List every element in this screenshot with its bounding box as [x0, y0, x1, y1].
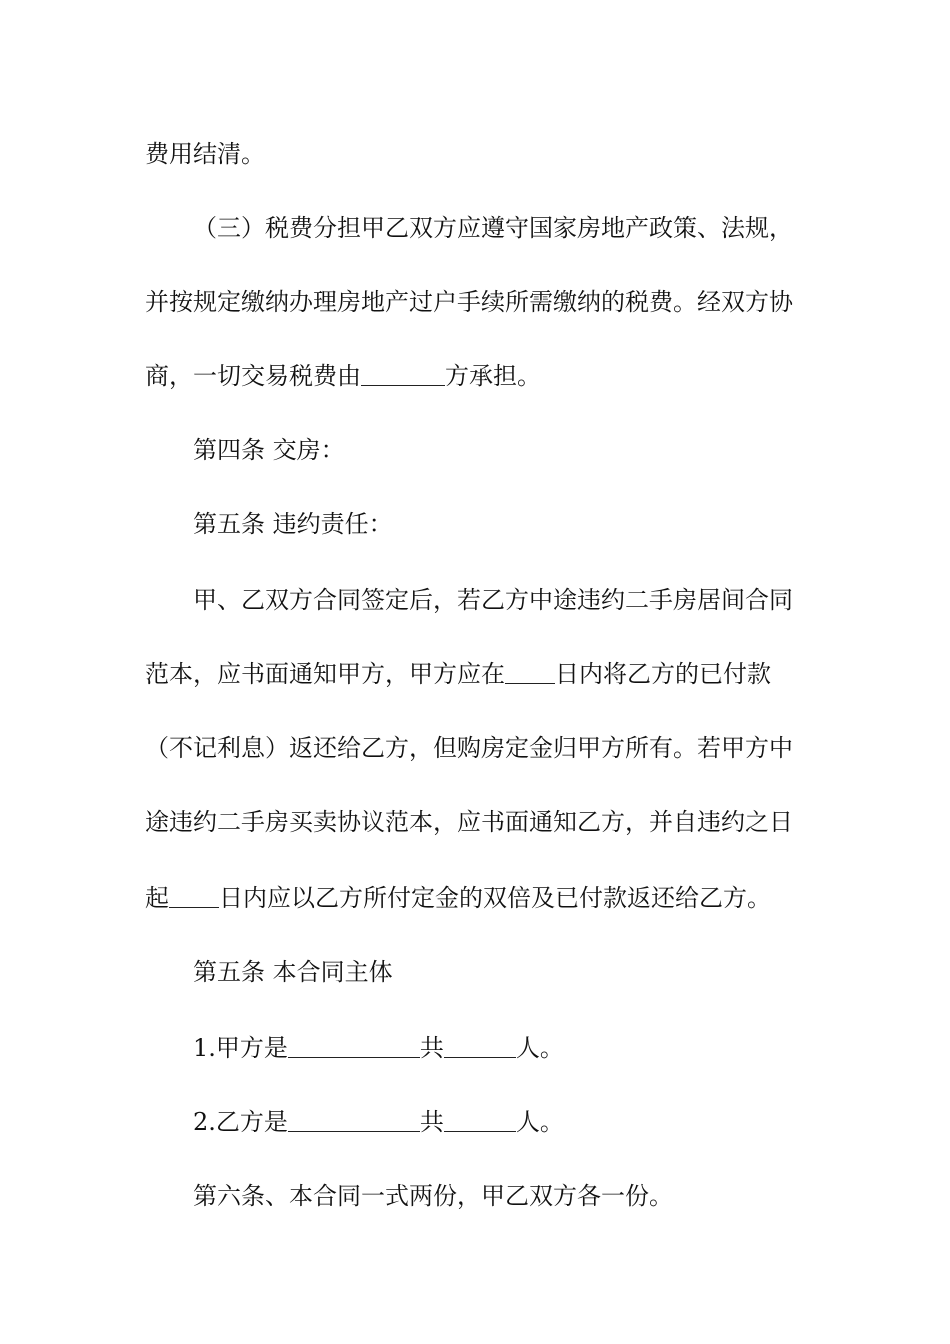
text-party-a-total: 共 [419, 1034, 444, 1062]
heading-article-five-parties: 第五条 本合同主体 [193, 958, 393, 986]
text-liability-2a: 范本，应书面通知甲方，甲方应在 [145, 660, 505, 688]
section-heading [193, 952, 815, 992]
text-party-b-suffix: 人。 [515, 1108, 564, 1136]
paragraph-line [193, 580, 815, 620]
paragraph-line [193, 1028, 815, 1068]
blank-party-b-count[interactable] [444, 1107, 516, 1132]
paragraph-line [145, 282, 815, 322]
paragraph-line [145, 356, 815, 396]
text-liability-2b: 日内将乙方的已付款 [555, 660, 771, 688]
text-party-a-prefix: 1.甲方是 [193, 1034, 288, 1062]
text-liability-1: 甲、乙双方合同签定后，若乙方中途违约二手房居间合同 [193, 586, 793, 614]
blank-party-a-count[interactable] [444, 1033, 516, 1058]
blank-party-a-name[interactable] [288, 1033, 420, 1058]
paragraph-line [145, 728, 815, 768]
text-tax-clause-cont: 并按规定缴纳办理房地产过户手续所需缴纳的税费。经双方协 [145, 288, 793, 316]
paragraph-line [145, 878, 815, 918]
blank-party-b-name[interactable] [288, 1107, 420, 1132]
heading-article-four: 第四条 交房： [193, 436, 345, 464]
text-party-b-prefix: 2.乙方是 [193, 1108, 288, 1136]
text-fee-settled: 费用结清。 [145, 140, 265, 168]
text-tax-bearer-prefix: 商，一切交易税费由 [145, 362, 361, 390]
paragraph-line [193, 208, 815, 248]
blank-days-refund[interactable] [505, 659, 555, 684]
text-tax-clause: （三）税费分担甲乙双方应遵守国家房地产政策、法规， [193, 214, 793, 242]
text-liability-3: （不记利息）返还给乙方，但购房定金归甲方所有。若甲方中 [145, 734, 793, 762]
paragraph-line [193, 1176, 815, 1216]
blank-days-double-refund[interactable] [169, 883, 219, 908]
section-heading [193, 504, 815, 544]
text-liability-5a: 起 [145, 884, 169, 912]
blank-tax-bearer[interactable] [361, 361, 445, 386]
paragraph-line [145, 134, 815, 174]
text-party-a-suffix: 人。 [515, 1034, 564, 1062]
paragraph-line [145, 802, 815, 842]
text-liability-5b: 日内应以乙方所付定金的双倍及已付款返还给乙方。 [219, 884, 771, 912]
section-heading [193, 430, 815, 470]
paragraph-line [145, 654, 815, 694]
text-party-b-total: 共 [419, 1108, 444, 1136]
heading-article-five-liability: 第五条 违约责任： [193, 510, 393, 538]
text-article-six: 第六条、本合同一式两份，甲乙双方各一份。 [193, 1182, 673, 1210]
text-liability-4: 途违约二手房买卖协议范本，应书面通知乙方，并自违约之日 [145, 808, 793, 836]
text-tax-bearer-suffix: 方承担。 [445, 362, 541, 390]
paragraph-line [193, 1102, 815, 1142]
